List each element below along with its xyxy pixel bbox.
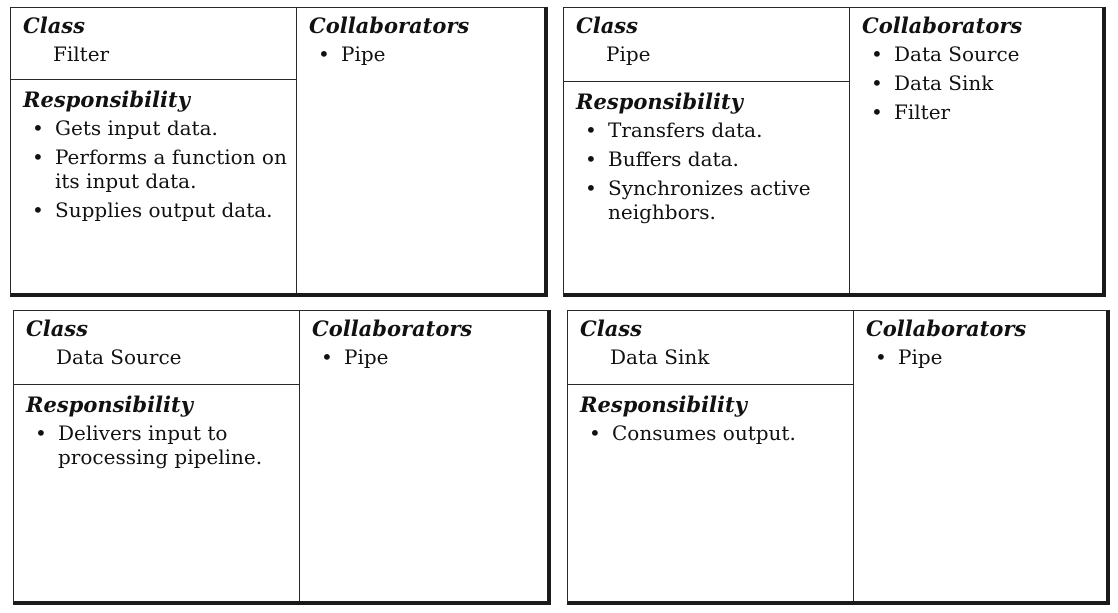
responsibility-item: • Supplies output data. <box>32 198 273 222</box>
crc-card-data-source <box>13 310 551 605</box>
bullet-icon: • <box>32 145 44 169</box>
responsibility-list <box>26 421 293 469</box>
responsibility-section <box>14 385 299 601</box>
collaborators-heading: Collaborators <box>862 13 1023 38</box>
responsibility-section <box>568 385 853 601</box>
collaborators-list <box>866 345 1106 369</box>
card-left-column <box>11 8 297 293</box>
responsibility-section <box>11 80 296 293</box>
class-name: Pipe <box>606 42 651 66</box>
collaborators-heading: Collaborators <box>866 316 1027 341</box>
collaborators-list <box>862 42 1102 124</box>
collaborator-item: • Data Sink <box>871 71 994 95</box>
collaborator-item: • Pipe <box>321 345 389 369</box>
class-section <box>568 311 853 385</box>
responsibility-item: • Delivers input to processing pipeline. <box>35 421 263 469</box>
bullet-icon: • <box>871 42 883 66</box>
collaborators-section <box>297 8 544 293</box>
collaborator-item: • Data Source <box>871 42 1020 66</box>
class-section <box>11 8 296 80</box>
responsibility-heading: Responsibility <box>580 392 747 417</box>
class-heading: Class <box>580 316 642 341</box>
bullet-icon: • <box>871 71 883 95</box>
bullet-icon: • <box>32 198 44 222</box>
class-heading: Class <box>23 13 85 38</box>
collaborators-section <box>300 311 547 601</box>
class-heading: Class <box>576 13 638 38</box>
class-name: Data Source <box>56 345 182 369</box>
bullet-icon: • <box>585 176 597 200</box>
collaborators-heading: Collaborators <box>309 13 470 38</box>
collaborators-list <box>312 345 547 369</box>
collaborators-section <box>850 8 1102 293</box>
class-heading: Class <box>26 316 88 341</box>
responsibility-list <box>580 421 847 445</box>
bullet-icon: • <box>585 118 597 142</box>
collaborators-list <box>309 42 544 66</box>
responsibility-list <box>576 118 843 224</box>
bullet-icon: • <box>589 421 601 445</box>
collaborators-section <box>854 311 1106 601</box>
responsibility-item: • Gets input data. <box>32 116 218 140</box>
collaborator-item: • Filter <box>871 100 951 124</box>
bullet-icon: • <box>35 421 47 445</box>
class-name: Filter <box>53 42 110 66</box>
responsibility-item: • Synchronizes active neighbors. <box>585 176 811 224</box>
crc-card-data-sink <box>567 310 1110 605</box>
bullet-icon: • <box>585 147 597 171</box>
bullet-icon: • <box>875 345 887 369</box>
collaborator-item: • Pipe <box>875 345 943 369</box>
responsibility-heading: Responsibility <box>23 87 190 112</box>
card-left-column <box>14 311 300 601</box>
responsibility-item: • Buffers data. <box>585 147 739 171</box>
card-left-column <box>568 311 854 601</box>
responsibility-item: • Performs a function on its input data. <box>32 145 287 193</box>
responsibility-heading: Responsibility <box>26 392 193 417</box>
class-section <box>564 8 849 82</box>
bullet-icon: • <box>32 116 44 140</box>
responsibility-heading: Responsibility <box>576 89 743 114</box>
collaborators-heading: Collaborators <box>312 316 473 341</box>
responsibility-list <box>23 116 290 222</box>
collaborator-item: • Pipe <box>318 42 386 66</box>
responsibility-item: • Consumes output. <box>589 421 796 445</box>
bullet-icon: • <box>321 345 333 369</box>
card-left-column <box>564 8 850 293</box>
crc-card-filter <box>10 7 548 297</box>
responsibility-item: • Transfers data. <box>585 118 763 142</box>
bullet-icon: • <box>871 100 883 124</box>
class-name: Data Sink <box>610 345 710 369</box>
bullet-icon: • <box>318 42 330 66</box>
crc-card-pipe <box>563 7 1106 297</box>
class-section <box>14 311 299 385</box>
responsibility-section <box>564 82 849 293</box>
